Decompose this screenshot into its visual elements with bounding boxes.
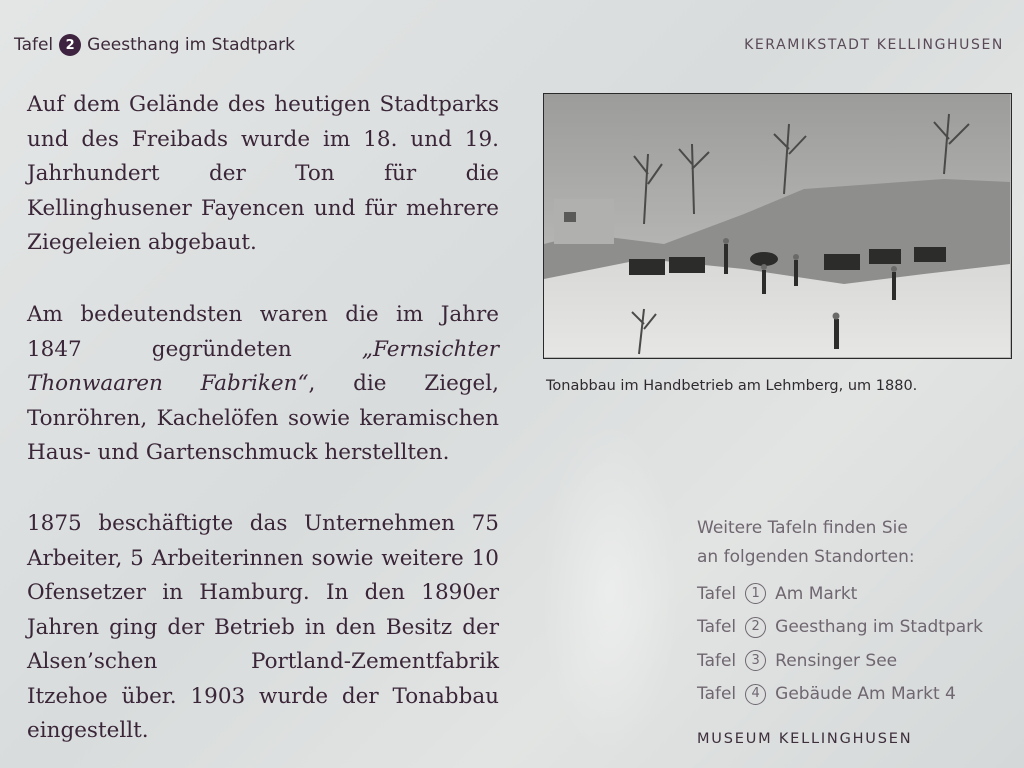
panel-header: [14, 34, 295, 56]
historic-photo: [543, 93, 1012, 359]
clay-pit-photo-image: [544, 94, 1010, 357]
list-item-name: Geesthang im Stadtpark: [775, 617, 983, 637]
photo-caption: Tonabbau im Handbetrieb am Lehmberg, um 1880.: [546, 378, 918, 394]
list-item-prefix: Tafel: [697, 684, 737, 704]
paragraph-2-company-name: „Fernsichter Thonwaaren Fabriken“: [27, 336, 499, 396]
paragraph-2: [27, 298, 499, 471]
list-item-number: 2: [745, 617, 766, 638]
list-item: [697, 678, 983, 712]
list-item: [697, 611, 983, 645]
tafel-label: Tafel: [14, 35, 54, 55]
glare-reflection: [540, 420, 680, 760]
city-title: KERAMIKSTADT KELLINGHUSEN: [744, 37, 1004, 53]
list-item: [697, 577, 983, 611]
list-item: [697, 644, 983, 678]
list-item-prefix: Tafel: [697, 583, 737, 604]
list-item-name: Rensinger See: [775, 650, 898, 671]
list-item-name: Gebäude Am Markt 4: [775, 684, 956, 704]
paragraph-1: [27, 88, 499, 261]
paragraph-2-text: [27, 298, 499, 471]
panel-location-title: Geesthang im Stadtpark: [87, 35, 295, 55]
museum-footer: MUSEUM KELLINGHUSEN: [697, 731, 913, 747]
list-item-number: 4: [745, 684, 766, 705]
list-item-number: 1: [745, 583, 766, 604]
paragraph-3-text: 1875 beschäftigte das Unternehmen 75 Arbeiter, 5 Arbeiterinnen sowie weitere 10 Ofensetzer in Hamburg. In den 1890er Jahren ging der Betrieb in den Besitz der Alsen’schen Portland-Zementfabrik Itzehoe über. 1903 wurde der Tonabbau eingestellt.: [27, 511, 499, 743]
further-panels-list: [697, 514, 983, 711]
further-panels-intro-2: an folgenden Standorten:: [697, 546, 915, 567]
paragraph-2-end: , die Ziegel, Tonröhren, Kachelöfen sowie keramischen Haus- und Gartenschmuck herstellten.: [27, 371, 499, 465]
paragraph-3: [27, 507, 499, 749]
list-item-number: 3: [745, 650, 766, 671]
tafel-number-badge: 2: [59, 34, 81, 56]
list-item-prefix: Tafel: [697, 650, 737, 671]
further-panels-intro-1: Weitere Tafeln finden Sie: [697, 518, 908, 538]
paragraph-1-text: Auf dem Gelände des heutigen Stadtparks und des Freibads wurde im 18. und 19. Jahrhundert der Ton für die Kellinghusener Fayencen und für mehrere Ziegeleien abgebaut.: [27, 92, 499, 255]
list-item-name: Am Markt: [775, 583, 858, 604]
paragraph-2-start: Am bedeutendsten waren die im Jahre 1847 gegründeten: [27, 302, 499, 362]
list-item-prefix: Tafel: [697, 617, 737, 637]
